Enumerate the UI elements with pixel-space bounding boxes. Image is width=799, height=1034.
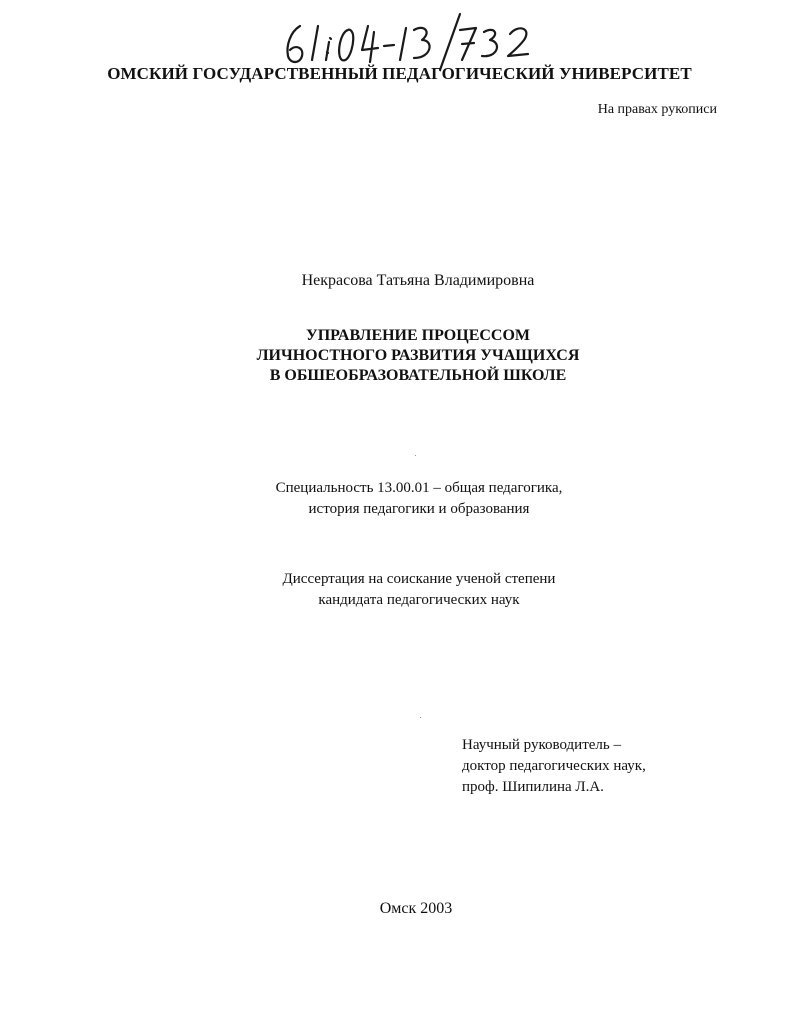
author-name: Некрасова Татьяна Владимировна [301,272,535,289]
dissertation-title [0,326,799,386]
title-line: ЛИЧНОСТНОГО РАЗВИТИЯ УЧАЩИХСЯ [256,347,580,364]
scan-speck [420,717,421,718]
university-name: ОМСКИЙ ГОСУДАРСТВЕННЫЙ ПЕДАГОГИЧЕСКИЙ УНИВЕРСИТЕТ [107,64,692,83]
specialty-line: история педагогики и образования [308,501,530,517]
supervisor-line: проф. Шипилина Л.А. [462,779,604,795]
specialty-line: Специальность 13.00.01 – общая педагогика, [275,480,563,496]
degree-line: кандидата педагогических наук [318,592,520,608]
title-line: УПРАВЛЕНИЕ ПРОЦЕССОМ [305,327,531,344]
rights-note: На правах рукописи [597,102,717,117]
supervisor-block [462,735,646,798]
specialty-block [0,478,799,520]
degree-line: Диссертация на соискание ученой степени [282,571,556,587]
degree-block [0,569,799,611]
scan-speck [415,455,416,456]
supervisor-line: Научный руководитель – [462,737,621,753]
supervisor-line: доктор педагогических наук, [462,758,646,774]
city-year: Омск 2003 [379,900,453,917]
title-line: В ОБШЕОБРАЗОВАТЕЛЬНОЙ ШКОЛЕ [269,367,567,384]
